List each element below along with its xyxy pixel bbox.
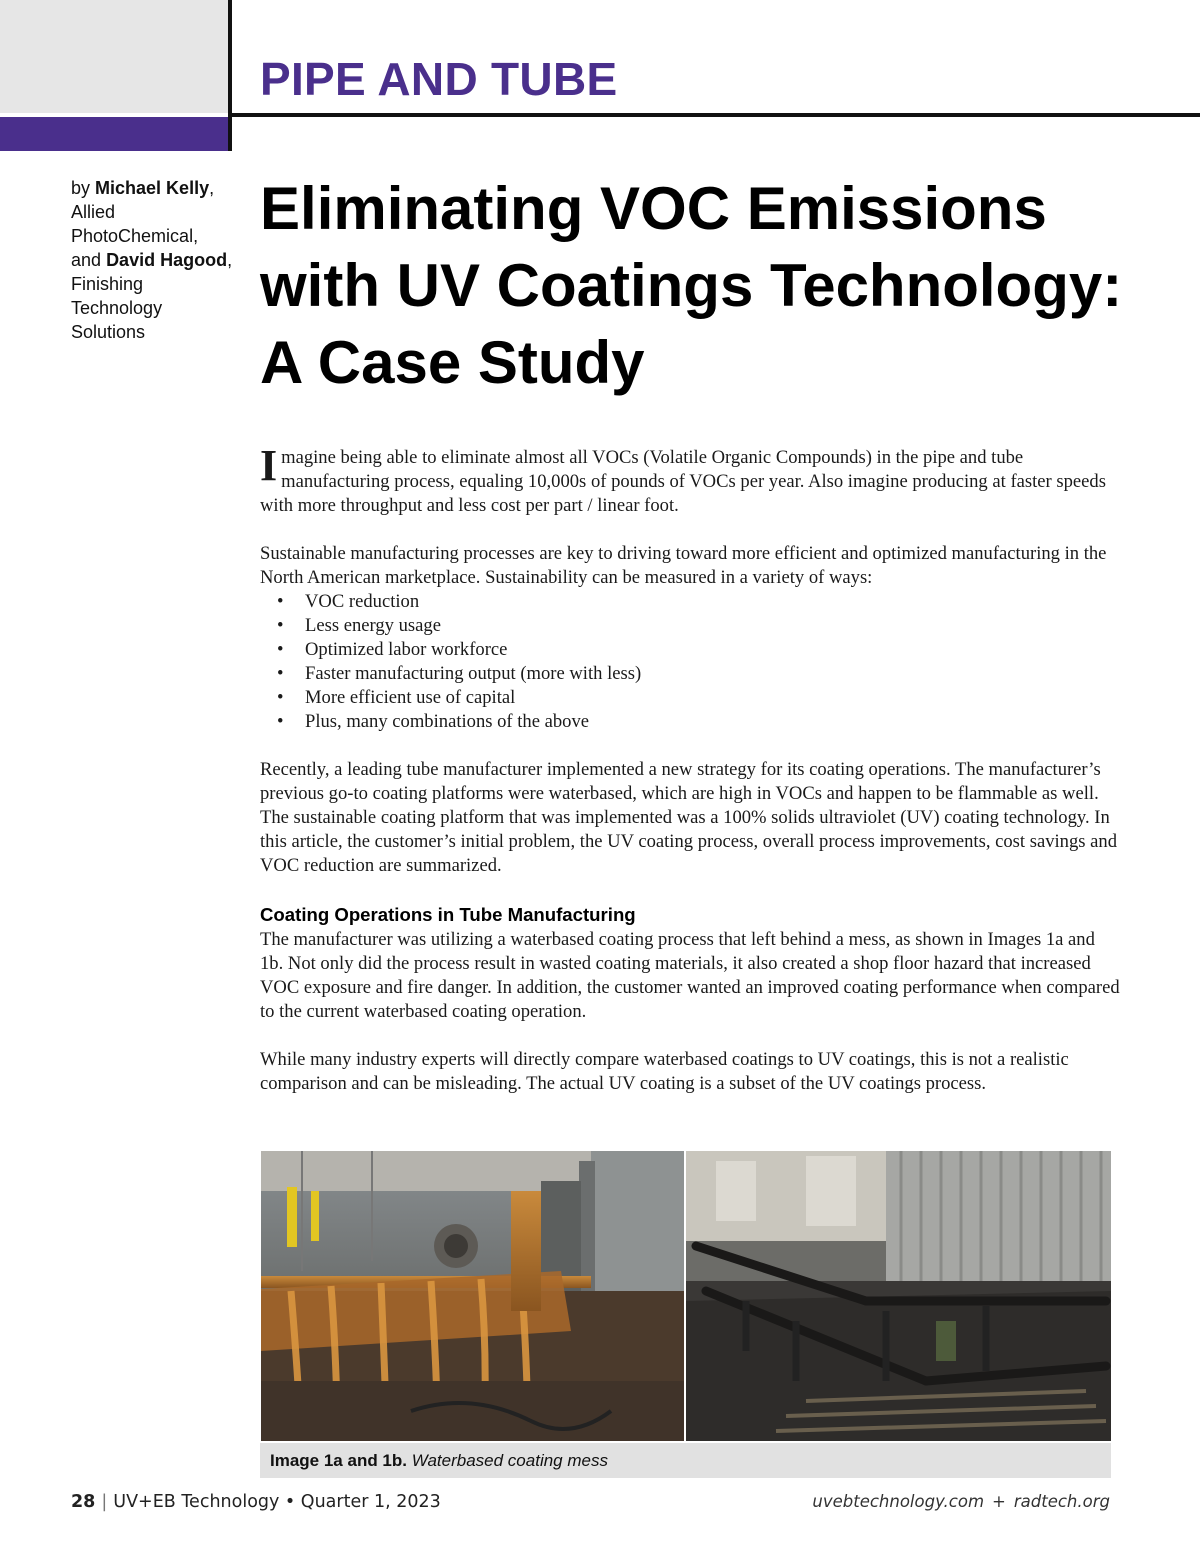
list-item-text: Faster manufacturing output (more with less) (305, 663, 642, 684)
body-paragraph: Sustainable manufacturing processes are key to driving toward more efficient and optimized manufacturing in the North American marketplace. Sustainability can be measured in a variety of ways: (260, 543, 1107, 588)
intro-paragraph (260, 441, 1120, 518)
website-link[interactable]: uvebtechnology.com (812, 1492, 985, 1511)
section-title: PIPE AND TUBE (260, 53, 618, 105)
list-item (277, 638, 1120, 662)
list-item-text: VOC reduction (305, 591, 420, 612)
header-corner-block (0, 0, 228, 113)
list-item-text: More efficient use of capital (305, 687, 516, 708)
website-link[interactable]: radtech.org (1013, 1492, 1110, 1511)
bullet-glyph: • (277, 663, 284, 684)
bullet-glyph: • (277, 639, 284, 660)
body-paragraph: Recently, a leading tube manufacturer implemented a new strategy for its coating operations. The manufacturer’s previous go-to coating platforms were waterbased, which are high in VOCs and happen to be flammable as well. The sustainable coating platform that was implemented was a 100% solids ultraviolet (UV) coating technology. In this article, the customer’s initial problem, the UV coating process, overall process improvements, cost savings and VOC reduction are summarized. (260, 759, 1118, 876)
page-number: 28 (71, 1492, 96, 1512)
footer-plus: + (992, 1492, 1006, 1511)
footer-separator: | (101, 1492, 108, 1512)
header-vertical-rule (228, 0, 232, 151)
byline (71, 176, 233, 344)
intro-text: magine being able to eliminate almost all VOCs (Volatile Organic Compounds) in the pipe and tube manufacturing process, equaling 10,000s of pounds of VOCs per year. Also imagine producing at faster speeds with more throughput and less cost per part / linear foot. (260, 447, 1106, 516)
figure-label: Image 1a and 1b. (270, 1451, 407, 1470)
header-horizontal-rule (228, 113, 1200, 117)
publication-name: UV+EB Technology • Quarter 1, 2023 (113, 1492, 441, 1512)
list-item (277, 614, 1120, 638)
bullet-glyph: • (277, 615, 284, 636)
list-item (277, 662, 1120, 686)
drop-cap: I (260, 441, 278, 490)
bullet-glyph: • (277, 591, 284, 612)
list-item (277, 710, 1120, 734)
byline-and: and (71, 250, 102, 270)
list-item-text: Less energy usage (305, 615, 441, 636)
footer-publication (71, 1488, 441, 1516)
body-paragraph: The manufacturer was utilizing a waterbased coating process that left behind a mess, as shown in Images 1a and 1b. Not only did the process result in wasted coating materials, it also created a shop floor hazard that increased VOC exposure and fire danger. In addition, the customer wanted an improved coating performance when compared to the current waterbased coating operation. (260, 929, 1120, 1022)
article-body (260, 441, 1120, 1120)
author-name: Michael Kelly (95, 178, 210, 198)
byline-by: by (71, 178, 91, 198)
footer-websites (812, 1488, 1110, 1516)
list-item-text: Plus, many combinations of the above (305, 711, 590, 732)
body-paragraph: While many industry experts will directly compare waterbased coatings to UV coatings, this is not a realistic comparison and can be misleading. The actual UV coating is a subset of the UV coatings process. (260, 1049, 1069, 1094)
bullet-list (260, 590, 1120, 734)
list-item (277, 686, 1120, 710)
article-headline: Eliminating VOC Emissions with UV Coatings Technology: A Case Study (260, 175, 1123, 396)
figure-caption-text: Waterbased coating mess (411, 1451, 608, 1470)
list-item-text: Optimized labor workforce (305, 639, 508, 660)
author-affiliation: , Finishing Technology Solutions (71, 250, 233, 342)
bullet-glyph: • (277, 687, 284, 708)
photo-coating-mess-b (686, 1151, 1111, 1441)
subheading: Coating Operations in Tube Manufacturing (260, 904, 636, 925)
figure-caption (260, 1443, 1111, 1478)
list-item (277, 590, 1120, 614)
bullet-glyph: • (277, 711, 284, 732)
header-accent-bar (0, 117, 228, 151)
photo-coating-mess-a (261, 1151, 684, 1441)
author-affiliation: , Allied PhotoChemical, (71, 178, 215, 246)
author-name: David Hagood (106, 250, 228, 270)
